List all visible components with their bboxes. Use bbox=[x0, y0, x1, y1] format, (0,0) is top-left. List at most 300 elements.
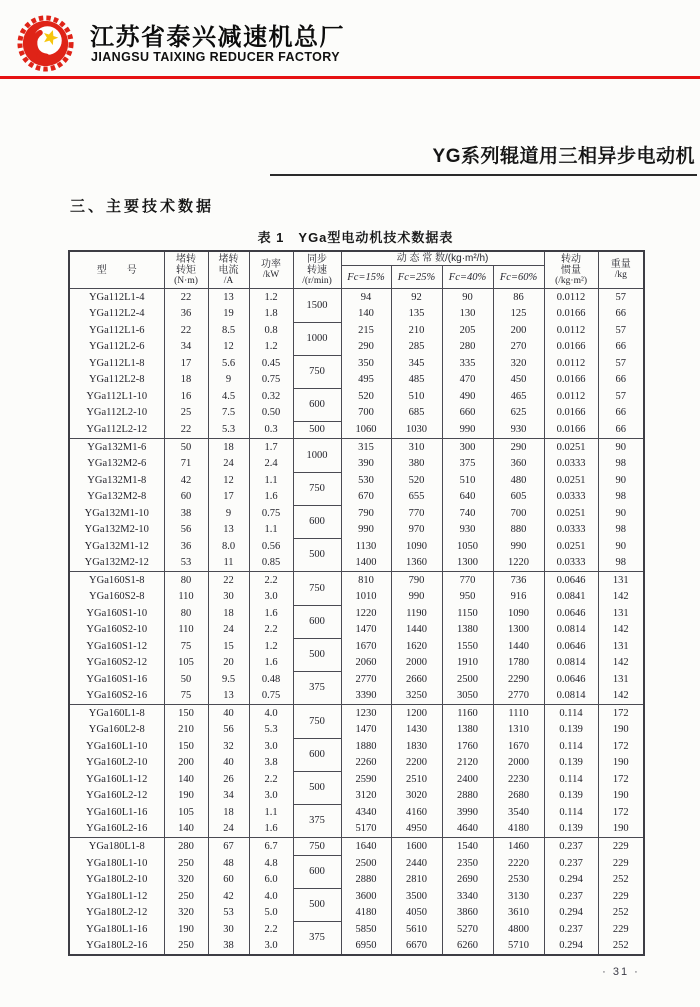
table-row bbox=[69, 505, 644, 522]
table-row bbox=[69, 872, 644, 889]
cell-fc15: 2590 bbox=[341, 771, 391, 788]
cell-fc40: 770 bbox=[442, 572, 493, 589]
table-row bbox=[69, 538, 644, 555]
cell-weight: 66 bbox=[598, 421, 644, 439]
cell-model: YGa160S1-10 bbox=[69, 605, 164, 622]
cell-fc25: 3500 bbox=[391, 888, 442, 905]
cell-weight: 57 bbox=[598, 388, 644, 405]
cell-fc40: 280 bbox=[442, 339, 493, 356]
cell-current: 7.5 bbox=[208, 405, 249, 422]
cell-fc15: 2060 bbox=[341, 655, 391, 672]
cell-current: 19 bbox=[208, 306, 249, 323]
col-header-current bbox=[208, 251, 249, 289]
cell-weight: 98 bbox=[598, 456, 644, 473]
cell-fc60: 270 bbox=[493, 339, 544, 356]
cell-current: 48 bbox=[208, 855, 249, 872]
cell-fc25: 1090 bbox=[391, 538, 442, 555]
cell-torque: 250 bbox=[164, 888, 208, 905]
cell-fc15: 700 bbox=[341, 405, 391, 422]
cell-fc25: 285 bbox=[391, 339, 442, 356]
cell-fc25: 1600 bbox=[391, 838, 442, 856]
cell-model: YGa112L2-12 bbox=[69, 421, 164, 439]
cell-current: 17 bbox=[208, 489, 249, 506]
col-header-current-unit: /A bbox=[223, 275, 234, 286]
cell-model: YGa132M1-6 bbox=[69, 439, 164, 456]
cell-fc25: 655 bbox=[391, 489, 442, 506]
cell-fc60: 700 bbox=[493, 505, 544, 522]
table-row bbox=[69, 605, 644, 622]
cell-current: 24 bbox=[208, 622, 249, 639]
cell-inertia: 0.114 bbox=[544, 705, 598, 722]
cell-weight: 172 bbox=[598, 738, 644, 755]
cell-power: 2.2 bbox=[249, 771, 293, 788]
cell-power: 0.75 bbox=[249, 688, 293, 705]
cell-model: YGa132M1-8 bbox=[69, 472, 164, 489]
col-header-torque-unit: (N·m) bbox=[174, 275, 198, 286]
cell-current: 30 bbox=[208, 921, 249, 938]
cell-power: 0.75 bbox=[249, 505, 293, 522]
spec-table-header bbox=[69, 251, 644, 289]
cell-fc25: 92 bbox=[391, 289, 442, 306]
col-header-dynamic-constant: 动 态 常 数/(kg·m²/h) bbox=[341, 251, 544, 266]
col-header-model: 型 号 bbox=[69, 251, 164, 289]
cell-fc40: 1050 bbox=[442, 538, 493, 555]
cell-fc15: 1400 bbox=[341, 555, 391, 572]
cell-inertia: 0.0646 bbox=[544, 605, 598, 622]
cell-torque: 140 bbox=[164, 821, 208, 838]
cell-power: 0.8 bbox=[249, 322, 293, 339]
table-row bbox=[69, 888, 644, 905]
cell-power: 3.8 bbox=[249, 755, 293, 772]
cell-inertia: 0.0112 bbox=[544, 289, 598, 306]
cell-weight: 66 bbox=[598, 306, 644, 323]
cell-torque: 36 bbox=[164, 538, 208, 555]
cell-fc60: 320 bbox=[493, 355, 544, 372]
col-header-torque-line: 转矩 bbox=[176, 264, 196, 276]
cell-torque: 150 bbox=[164, 738, 208, 755]
table-row bbox=[69, 855, 644, 872]
cell-fc60: 990 bbox=[493, 538, 544, 555]
cell-weight: 252 bbox=[598, 905, 644, 922]
cell-power: 4.0 bbox=[249, 888, 293, 905]
cell-fc15: 670 bbox=[341, 489, 391, 506]
cell-torque: 80 bbox=[164, 572, 208, 589]
col-header-fc40: Fc=40% bbox=[442, 266, 493, 289]
table-row bbox=[69, 339, 644, 356]
col-header-power bbox=[249, 251, 293, 289]
cell-current: 18 bbox=[208, 804, 249, 821]
cell-current: 60 bbox=[208, 872, 249, 889]
cell-fc40: 490 bbox=[442, 388, 493, 405]
cell-fc25: 1440 bbox=[391, 622, 442, 639]
company-logo bbox=[14, 11, 77, 74]
cell-current: 18 bbox=[208, 605, 249, 622]
cell-fc15: 94 bbox=[341, 289, 391, 306]
col-header-current-line: 堵转 bbox=[218, 253, 239, 265]
cell-weight: 98 bbox=[598, 555, 644, 572]
cell-inertia: 0.0333 bbox=[544, 489, 598, 506]
cell-weight: 131 bbox=[598, 572, 644, 589]
cell-power: 1.1 bbox=[249, 804, 293, 821]
cell-fc25: 3020 bbox=[391, 788, 442, 805]
cell-fc40: 3860 bbox=[442, 905, 493, 922]
cell-current: 12 bbox=[208, 472, 249, 489]
cell-fc60: 4180 bbox=[493, 821, 544, 838]
table-row bbox=[69, 456, 644, 473]
cell-current: 8.0 bbox=[208, 538, 249, 555]
cell-model: YGa112L2-8 bbox=[69, 372, 164, 389]
cell-fc60: 125 bbox=[493, 306, 544, 323]
cell-weight: 131 bbox=[598, 605, 644, 622]
cell-current: 18 bbox=[208, 439, 249, 456]
cell-fc15: 2500 bbox=[341, 855, 391, 872]
cell-speed: 750 bbox=[293, 472, 341, 505]
cell-inertia: 0.0646 bbox=[544, 638, 598, 655]
cell-fc60: 4800 bbox=[493, 921, 544, 938]
section-heading: 三、主要技术数据 bbox=[70, 198, 215, 215]
cell-model: YGa112L2-4 bbox=[69, 306, 164, 323]
cell-speed: 500 bbox=[293, 638, 341, 671]
cell-power: 1.6 bbox=[249, 605, 293, 622]
cell-fc60: 880 bbox=[493, 522, 544, 539]
cell-model: YGa160L1-10 bbox=[69, 738, 164, 755]
cell-speed: 375 bbox=[293, 671, 341, 705]
cell-inertia: 0.294 bbox=[544, 938, 598, 956]
cell-weight: 229 bbox=[598, 921, 644, 938]
cell-power: 0.56 bbox=[249, 538, 293, 555]
table-row bbox=[69, 638, 644, 655]
cell-torque: 200 bbox=[164, 755, 208, 772]
col-header-weight-unit: /kg bbox=[614, 270, 627, 280]
cell-current: 40 bbox=[208, 755, 249, 772]
table-row bbox=[69, 688, 644, 705]
cell-fc60: 1300 bbox=[493, 622, 544, 639]
cell-weight: 172 bbox=[598, 705, 644, 722]
cell-weight: 252 bbox=[598, 938, 644, 956]
cell-power: 3.0 bbox=[249, 938, 293, 956]
cell-speed: 500 bbox=[293, 888, 341, 921]
cell-fc15: 1060 bbox=[341, 421, 391, 439]
cell-weight: 57 bbox=[598, 355, 644, 372]
cell-inertia: 0.139 bbox=[544, 821, 598, 838]
col-header-inertia-unit: (/kg·m²) bbox=[555, 275, 587, 286]
table-row bbox=[69, 921, 644, 938]
cell-fc15: 1010 bbox=[341, 589, 391, 606]
cell-weight: 172 bbox=[598, 771, 644, 788]
cell-fc60: 360 bbox=[493, 456, 544, 473]
cell-current: 42 bbox=[208, 888, 249, 905]
cell-fc60: 916 bbox=[493, 589, 544, 606]
cell-inertia: 0.0166 bbox=[544, 306, 598, 323]
cell-fc15: 6950 bbox=[341, 938, 391, 956]
cell-current: 20 bbox=[208, 655, 249, 672]
cell-power: 3.0 bbox=[249, 738, 293, 755]
cell-fc25: 770 bbox=[391, 505, 442, 522]
cell-power: 0.50 bbox=[249, 405, 293, 422]
cell-inertia: 0.237 bbox=[544, 888, 598, 905]
cell-fc15: 140 bbox=[341, 306, 391, 323]
cell-fc40: 300 bbox=[442, 439, 493, 456]
cell-current: 13 bbox=[208, 522, 249, 539]
cell-current: 67 bbox=[208, 838, 249, 856]
cell-fc25: 790 bbox=[391, 572, 442, 589]
cell-fc25: 4050 bbox=[391, 905, 442, 922]
cell-weight: 90 bbox=[598, 538, 644, 555]
table-row bbox=[69, 804, 644, 821]
cell-model: YGa160L2-12 bbox=[69, 788, 164, 805]
cell-fc15: 5170 bbox=[341, 821, 391, 838]
cell-inertia: 0.0646 bbox=[544, 572, 598, 589]
cell-fc40: 1150 bbox=[442, 605, 493, 622]
cell-power: 2.2 bbox=[249, 572, 293, 589]
col-header-speed-unit: /(r/min) bbox=[302, 275, 332, 286]
cell-fc40: 335 bbox=[442, 355, 493, 372]
cell-fc25: 5610 bbox=[391, 921, 442, 938]
cell-torque: 190 bbox=[164, 921, 208, 938]
col-header-inertia bbox=[544, 251, 598, 289]
cell-inertia: 0.114 bbox=[544, 771, 598, 788]
cell-power: 1.1 bbox=[249, 522, 293, 539]
cell-current: 24 bbox=[208, 456, 249, 473]
cell-current: 53 bbox=[208, 905, 249, 922]
cell-fc60: 1090 bbox=[493, 605, 544, 622]
cell-fc25: 970 bbox=[391, 522, 442, 539]
cell-fc15: 315 bbox=[341, 439, 391, 456]
cell-power: 3.0 bbox=[249, 589, 293, 606]
cell-inertia: 0.0814 bbox=[544, 655, 598, 672]
cell-model: YGa132M1-12 bbox=[69, 538, 164, 555]
cell-fc25: 3250 bbox=[391, 688, 442, 705]
table-row bbox=[69, 421, 644, 439]
cell-torque: 250 bbox=[164, 855, 208, 872]
cell-weight: 57 bbox=[598, 289, 644, 306]
cell-inertia: 0.0814 bbox=[544, 688, 598, 705]
cell-fc15: 2880 bbox=[341, 872, 391, 889]
cell-fc40: 470 bbox=[442, 372, 493, 389]
table-row bbox=[69, 439, 644, 456]
cell-current: 24 bbox=[208, 821, 249, 838]
table-row bbox=[69, 838, 644, 856]
cell-inertia: 0.0333 bbox=[544, 522, 598, 539]
table-row bbox=[69, 938, 644, 956]
cell-fc40: 950 bbox=[442, 589, 493, 606]
cell-fc40: 660 bbox=[442, 405, 493, 422]
cell-fc40: 1910 bbox=[442, 655, 493, 672]
cell-weight: 252 bbox=[598, 872, 644, 889]
cell-fc15: 1880 bbox=[341, 738, 391, 755]
cell-speed: 750 bbox=[293, 838, 341, 856]
cell-inertia: 0.0166 bbox=[544, 405, 598, 422]
cell-torque: 75 bbox=[164, 638, 208, 655]
cell-fc60: 86 bbox=[493, 289, 544, 306]
cell-speed: 600 bbox=[293, 388, 341, 421]
cell-torque: 53 bbox=[164, 555, 208, 572]
company-name-cn: 江苏省泰兴减速机总厂 bbox=[90, 24, 345, 51]
cell-model: YGa160S1-8 bbox=[69, 572, 164, 589]
cell-fc25: 135 bbox=[391, 306, 442, 323]
cell-fc25: 380 bbox=[391, 456, 442, 473]
col-header-speed-line: 转速 bbox=[307, 264, 327, 276]
cell-current: 32 bbox=[208, 738, 249, 755]
col-header-current-line: 电流 bbox=[218, 264, 239, 276]
cell-fc60: 2680 bbox=[493, 788, 544, 805]
cell-torque: 105 bbox=[164, 804, 208, 821]
cell-fc60: 465 bbox=[493, 388, 544, 405]
cell-model: YGa160L1-12 bbox=[69, 771, 164, 788]
cell-power: 0.45 bbox=[249, 355, 293, 372]
cell-inertia: 0.139 bbox=[544, 788, 598, 805]
cell-model: YGa132M2-12 bbox=[69, 555, 164, 572]
cell-model: YGa180L1-12 bbox=[69, 888, 164, 905]
cell-model: YGa160L2-10 bbox=[69, 755, 164, 772]
cell-weight: 190 bbox=[598, 755, 644, 772]
cell-fc60: 1110 bbox=[493, 705, 544, 722]
cell-fc15: 520 bbox=[341, 388, 391, 405]
table-row bbox=[69, 722, 644, 739]
cell-power: 1.6 bbox=[249, 821, 293, 838]
document-title: YG系列辊道用三相异步电动机 bbox=[432, 146, 695, 167]
cell-fc60: 3540 bbox=[493, 804, 544, 821]
cell-model: YGa160L2-16 bbox=[69, 821, 164, 838]
cell-speed: 750 bbox=[293, 572, 341, 606]
cell-fc25: 4160 bbox=[391, 804, 442, 821]
table-row bbox=[69, 388, 644, 405]
cell-current: 9.5 bbox=[208, 671, 249, 688]
cell-speed: 1500 bbox=[293, 289, 341, 323]
cell-fc25: 1430 bbox=[391, 722, 442, 739]
cell-fc40: 1300 bbox=[442, 555, 493, 572]
cell-speed: 600 bbox=[293, 505, 341, 538]
cell-fc40: 740 bbox=[442, 505, 493, 522]
cell-fc15: 1220 bbox=[341, 605, 391, 622]
cell-inertia: 0.0841 bbox=[544, 589, 598, 606]
col-header-power-unit: /kW bbox=[262, 270, 280, 280]
cell-speed: 500 bbox=[293, 771, 341, 804]
cell-fc60: 1440 bbox=[493, 638, 544, 655]
cell-fc15: 290 bbox=[341, 339, 391, 356]
cell-torque: 320 bbox=[164, 905, 208, 922]
cell-power: 0.85 bbox=[249, 555, 293, 572]
cell-inertia: 0.0814 bbox=[544, 622, 598, 639]
cell-weight: 90 bbox=[598, 472, 644, 489]
cell-inertia: 0.0112 bbox=[544, 322, 598, 339]
cell-torque: 75 bbox=[164, 688, 208, 705]
table-row bbox=[69, 788, 644, 805]
cell-speed: 375 bbox=[293, 921, 341, 955]
cell-torque: 56 bbox=[164, 522, 208, 539]
cell-power: 1.1 bbox=[249, 472, 293, 489]
cell-fc15: 2260 bbox=[341, 755, 391, 772]
cell-current: 56 bbox=[208, 722, 249, 739]
cell-current: 8.5 bbox=[208, 322, 249, 339]
cell-fc60: 290 bbox=[493, 439, 544, 456]
col-header-power-line: 功率 bbox=[261, 259, 281, 270]
cell-weight: 190 bbox=[598, 821, 644, 838]
cell-power: 0.75 bbox=[249, 372, 293, 389]
cell-fc15: 990 bbox=[341, 522, 391, 539]
cell-torque: 50 bbox=[164, 671, 208, 688]
cell-fc25: 4950 bbox=[391, 821, 442, 838]
cell-power: 0.32 bbox=[249, 388, 293, 405]
cell-current: 11 bbox=[208, 555, 249, 572]
table-row bbox=[69, 289, 644, 306]
cell-current: 9 bbox=[208, 505, 249, 522]
cell-current: 4.5 bbox=[208, 388, 249, 405]
table-row bbox=[69, 705, 644, 722]
cell-fc15: 390 bbox=[341, 456, 391, 473]
cell-speed: 500 bbox=[293, 538, 341, 572]
cell-fc15: 790 bbox=[341, 505, 391, 522]
cell-model: YGa132M2-8 bbox=[69, 489, 164, 506]
cell-fc25: 2660 bbox=[391, 671, 442, 688]
cell-fc15: 350 bbox=[341, 355, 391, 372]
cell-fc40: 1380 bbox=[442, 622, 493, 639]
cell-model: YGa160L1-8 bbox=[69, 705, 164, 722]
cell-speed: 750 bbox=[293, 705, 341, 739]
cell-power: 2.2 bbox=[249, 622, 293, 639]
cell-model: YGa180L1-16 bbox=[69, 921, 164, 938]
cell-weight: 66 bbox=[598, 372, 644, 389]
cell-current: 26 bbox=[208, 771, 249, 788]
cell-fc25: 685 bbox=[391, 405, 442, 422]
spec-table bbox=[68, 250, 645, 956]
cell-model: YGa160L1-16 bbox=[69, 804, 164, 821]
cell-inertia: 0.237 bbox=[544, 855, 598, 872]
cell-fc40: 5270 bbox=[442, 921, 493, 938]
cell-model: YGa160S1-12 bbox=[69, 638, 164, 655]
cell-fc40: 2500 bbox=[442, 671, 493, 688]
cell-weight: 142 bbox=[598, 655, 644, 672]
cell-model: YGa112L1-10 bbox=[69, 388, 164, 405]
cell-weight: 142 bbox=[598, 589, 644, 606]
cell-fc25: 6670 bbox=[391, 938, 442, 956]
cell-fc60: 480 bbox=[493, 472, 544, 489]
cell-power: 1.8 bbox=[249, 306, 293, 323]
table-row bbox=[69, 489, 644, 506]
cell-power: 1.2 bbox=[249, 339, 293, 356]
cell-inertia: 0.139 bbox=[544, 755, 598, 772]
table-row bbox=[69, 472, 644, 489]
cell-fc15: 4340 bbox=[341, 804, 391, 821]
cell-power: 0.48 bbox=[249, 671, 293, 688]
cell-weight: 98 bbox=[598, 489, 644, 506]
cell-inertia: 0.0251 bbox=[544, 538, 598, 555]
cell-fc40: 1550 bbox=[442, 638, 493, 655]
cell-power: 5.0 bbox=[249, 905, 293, 922]
cell-torque: 105 bbox=[164, 655, 208, 672]
cell-current: 5.3 bbox=[208, 421, 249, 439]
letterhead bbox=[0, 0, 700, 76]
col-header-inertia-line: 惯量 bbox=[561, 264, 582, 276]
cell-power: 1.7 bbox=[249, 439, 293, 456]
cell-model: YGa112L1-6 bbox=[69, 322, 164, 339]
cell-fc15: 1230 bbox=[341, 705, 391, 722]
cell-torque: 80 bbox=[164, 605, 208, 622]
cell-inertia: 0.0166 bbox=[544, 372, 598, 389]
col-header-torque bbox=[164, 251, 208, 289]
cell-fc25: 1030 bbox=[391, 421, 442, 439]
cell-power: 6.7 bbox=[249, 838, 293, 856]
cell-weight: 66 bbox=[598, 405, 644, 422]
table-row bbox=[69, 322, 644, 339]
cell-fc25: 520 bbox=[391, 472, 442, 489]
cell-torque: 250 bbox=[164, 938, 208, 956]
cell-inertia: 0.294 bbox=[544, 905, 598, 922]
cell-fc60: 2530 bbox=[493, 872, 544, 889]
table-row bbox=[69, 821, 644, 838]
cell-torque: 280 bbox=[164, 838, 208, 856]
cell-torque: 22 bbox=[164, 289, 208, 306]
